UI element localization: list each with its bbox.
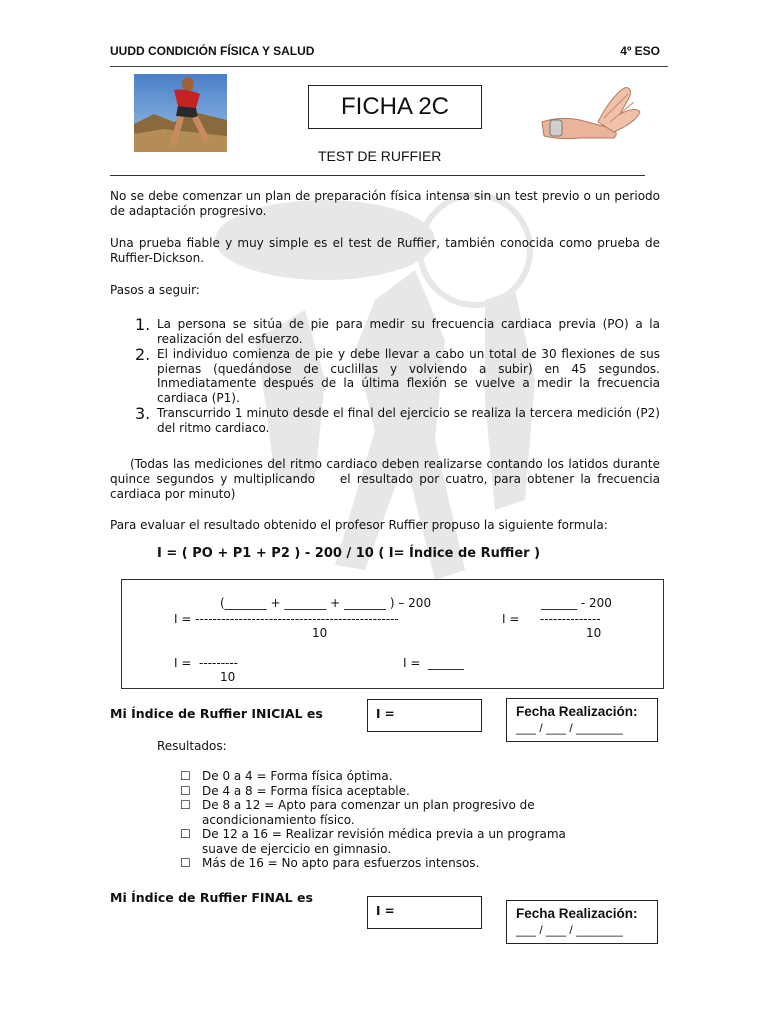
result-text: De 8 a 12 = Apto para comenzar un plan progresivo de acondicionamiento físico. <box>202 798 535 827</box>
checkbox-icon[interactable]: ☐ <box>180 856 191 870</box>
result-text: De 12 a 16 = Realizar revisión médica previa a un programa suave de ejercicio en gimnasio. <box>202 827 566 856</box>
step-item <box>135 347 660 405</box>
final-index-box[interactable]: I = <box>367 896 482 929</box>
result-text: Más de 16 = No apto para esfuerzos intensos. <box>202 856 480 870</box>
checkbox-icon[interactable]: ☐ <box>180 827 191 841</box>
initial-index-box[interactable]: I = <box>367 699 482 732</box>
step-item <box>135 406 660 435</box>
initial-index-label: Mi Índice de Ruffier INICIAL es <box>110 706 323 721</box>
steps-label: Pasos a seguir: <box>110 283 200 297</box>
result-item <box>180 856 580 871</box>
intro-paragraph-1: No se debe comenzar un plan de preparación física intensa sin un test previo o un periodo de adaptación progresivo. <box>110 189 660 218</box>
initial-date-box[interactable] <box>506 698 658 742</box>
step-text: El individuo comienza de pie y debe llevar a cabo un total de 30 flexiones de sus piernas (quedándose de cuclillas y volviendo a subir) en 45 segundos. Inmediatamente después de la última flexión se vuelve a medir la frecuencia cardiaca (P1). <box>157 347 660 405</box>
subtitle-divider <box>110 175 645 176</box>
header-right: 4º ESO <box>620 44 660 58</box>
checkbox-icon[interactable]: ☐ <box>180 798 191 812</box>
step-text: Transcurrido 1 minuto desde el final del ejercicio se realiza la tercera medición (P2) del ritmo cardiaco. <box>157 406 660 435</box>
calc-b-fraction-line: -------------- <box>540 612 601 626</box>
final-index-label: Mi Índice de Ruffier FINAL es <box>110 890 313 905</box>
calc-c-fraction-line: I = --------- <box>174 656 239 670</box>
header-divider <box>110 66 668 67</box>
measurement-note: (Todas las mediciones del ritmo cardiaco deben realizarse contando los latidos durante quince segundos y multiplicando el resultado por cuatro, para obtener la frecuencia cardiaca por minuto) <box>110 457 664 501</box>
date-blank: ___ / ___ / _______ <box>516 721 623 735</box>
date-blank: ___ / ___ / _______ <box>516 923 623 937</box>
sheet-title: FICHA 2C <box>308 85 482 129</box>
step-number: 2. <box>135 345 151 364</box>
date-label: Fecha Realización: <box>516 906 638 921</box>
calc-a-denominator: 10 <box>312 626 328 640</box>
calc-b-numerator: ______ - 200 <box>541 596 612 610</box>
step-number: 1. <box>135 315 151 334</box>
results-list <box>180 769 580 871</box>
header-left: UUDD CONDICIÓN FÍSICA Y SALUD <box>110 44 315 58</box>
step-number: 3. <box>135 404 151 423</box>
calc-a-fraction-line: I = ----------------------------------------------- <box>174 612 399 626</box>
intro-paragraph-2: Una prueba fiable y muy simple es el test de Ruffier, también conocida como prueba de Ruffier-Dickson. <box>110 236 660 265</box>
ruffier-formula: I = ( PO + P1 + P2 ) - 200 / 10 ( I= Índice de Ruffier ) <box>157 546 541 561</box>
result-item <box>180 769 580 784</box>
result-item <box>180 827 580 856</box>
runner-photo <box>134 74 227 152</box>
date-label: Fecha Realización: <box>516 704 638 719</box>
calc-b-denominator: 10 <box>586 626 602 640</box>
checkbox-icon[interactable]: ☐ <box>180 769 191 783</box>
step-text: La persona se sitúa de pie para medir su frecuencia cardiaca previa (PO) a la realización del esfuerzo. <box>157 317 660 346</box>
steps-list <box>135 317 660 436</box>
calc-a-numerator: (_______ + _______ + _______ ) – 200 <box>220 596 432 610</box>
step-item <box>135 317 660 346</box>
pulse-hands-image <box>540 78 642 154</box>
result-text: De 4 a 8 = Forma física aceptable. <box>202 783 410 798</box>
result-item <box>180 784 580 799</box>
calc-b-lhs: I = <box>502 612 520 626</box>
result-item <box>180 798 580 827</box>
calc-c-denominator: 10 <box>220 670 236 684</box>
final-date-box[interactable] <box>506 900 658 944</box>
result-text: De 0 a 4 = Forma física óptima. <box>202 769 393 783</box>
test-subtitle: TEST DE RUFFIER <box>318 148 442 164</box>
checkbox-icon[interactable]: ☐ <box>180 783 191 798</box>
results-label: Resultados: <box>157 739 227 753</box>
calc-d-result: I = ______ <box>403 656 465 670</box>
evaluate-text: Para evaluar el resultado obtenido el profesor Ruffier propuso la siguiente formula: <box>110 518 608 532</box>
